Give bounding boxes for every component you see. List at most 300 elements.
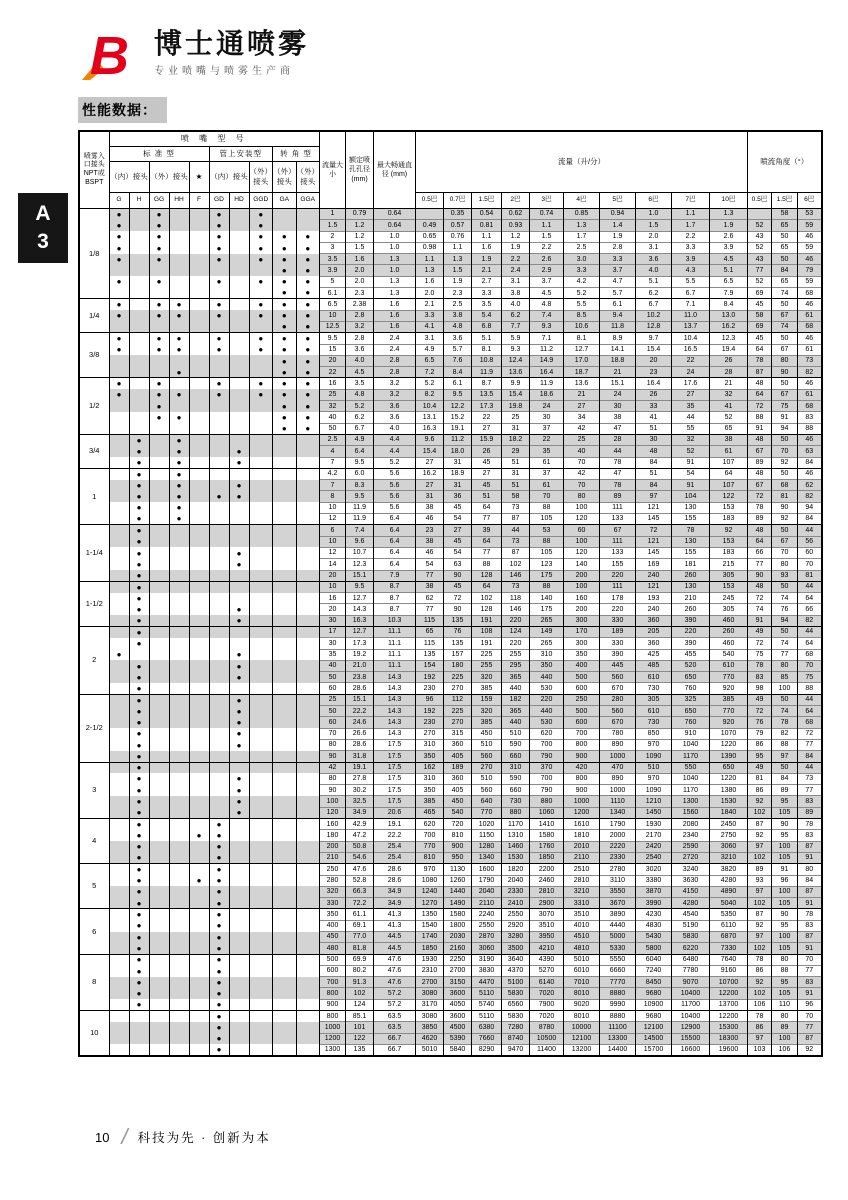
orifice-cell: 80.2 — [346, 965, 374, 976]
dot-cell-gd — [209, 401, 229, 412]
flow-size-cell: 30 — [320, 638, 346, 649]
dot-cell-hd — [229, 841, 249, 852]
angle-value-cell: 50 — [772, 434, 798, 445]
npt-size-cell: 3/4 — [79, 434, 109, 468]
dot-cell-h — [129, 378, 149, 389]
header-model-ggd: GGD — [249, 193, 273, 209]
dot-cell-hd: ● — [229, 706, 249, 717]
table-row — [79, 310, 822, 321]
dot-cell-g — [109, 536, 129, 547]
dot-cell-gga — [296, 886, 320, 897]
dot-cell-gg — [149, 660, 169, 671]
angle-value-cell: 96 — [798, 999, 822, 1010]
flow-value-cell: 20 — [636, 355, 672, 366]
angle-value-cell: 97 — [748, 841, 772, 852]
dot-cell-ga — [273, 1033, 297, 1044]
table-row — [79, 875, 822, 886]
dot-cell-ggd — [249, 491, 273, 502]
flow-value-cell: 3.3 — [600, 254, 636, 265]
angle-value-cell: 82 — [798, 367, 822, 378]
dot-cell-gg — [149, 367, 169, 378]
angle-value-cell: 48 — [748, 581, 772, 592]
dot-cell-hd — [229, 333, 249, 344]
flow-value-cell: 140 — [564, 559, 600, 570]
angle-value-cell: 64 — [798, 593, 822, 604]
flow-value-cell: 64 — [472, 536, 502, 547]
flow-value-cell: 26 — [636, 389, 672, 400]
dot-cell-h — [129, 276, 149, 287]
passage-cell: 0.64 — [374, 209, 416, 220]
flow-value-cell: 78 — [600, 457, 636, 468]
dot-cell-f — [189, 819, 209, 830]
flow-value-cell: 140 — [530, 593, 564, 604]
dot-cell-ggd — [249, 751, 273, 762]
flow-value-cell: 34 — [564, 412, 600, 423]
flow-value-cell: 18.9 — [444, 468, 472, 479]
table-row — [79, 344, 822, 355]
flow-value-cell: 72 — [636, 525, 672, 536]
dot-cell-hh — [169, 932, 189, 943]
dot-cell-h: ● — [129, 547, 149, 558]
flow-value-cell: 620 — [416, 819, 444, 830]
flow-value-cell: 7.1 — [672, 299, 710, 310]
angle-value-cell: 72 — [748, 593, 772, 604]
passage-cell: 11.1 — [374, 626, 416, 637]
flow-value-cell: 1.2 — [502, 231, 530, 242]
flow-size-cell: 2.5 — [320, 434, 346, 445]
angle-value-cell: 86 — [748, 785, 772, 796]
flow-value-cell: 5.5 — [672, 276, 710, 287]
flow-value-cell: 76 — [444, 626, 472, 637]
dot-cell-hd — [229, 852, 249, 863]
dot-cell-ga: ● — [273, 321, 297, 332]
flow-value-cell: 6110 — [710, 920, 748, 931]
flow-value-cell: 1.1 — [672, 209, 710, 220]
dot-cell-ggd — [249, 1033, 273, 1044]
flow-value-cell: 178 — [600, 593, 636, 604]
dot-cell-f — [189, 581, 209, 592]
dot-cell-ggd — [249, 785, 273, 796]
angle-value-cell: 67 — [748, 480, 772, 491]
flow-value-cell: 660 — [502, 751, 530, 762]
dot-cell-ga: ● — [273, 367, 297, 378]
dot-cell-hh — [169, 593, 189, 604]
flow-value-cell: 1150 — [472, 830, 502, 841]
dot-cell-gga: ● — [296, 310, 320, 321]
flow-value-cell: 810 — [416, 852, 444, 863]
angle-value-cell: 83 — [798, 830, 822, 841]
angle-value-cell: 90 — [772, 909, 798, 920]
dot-cell-hd — [229, 525, 249, 536]
flow-value-cell: 1.5 — [444, 265, 472, 276]
dot-cell-gg — [149, 796, 169, 807]
dot-cell-gga: ● — [296, 276, 320, 287]
dot-cell-g: ● — [109, 649, 129, 660]
orifice-cell: 61.1 — [346, 909, 374, 920]
flow-value-cell: 121 — [636, 581, 672, 592]
dot-cell-h: ● — [129, 446, 149, 457]
dot-cell-ggd — [249, 920, 273, 931]
dot-cell-g — [109, 559, 129, 570]
dot-cell-gd — [209, 480, 229, 491]
angle-value-cell: 92 — [748, 796, 772, 807]
dot-cell-h — [129, 389, 149, 400]
flow-value-cell: 760 — [672, 683, 710, 694]
table-row — [79, 468, 822, 479]
table-row — [79, 593, 822, 604]
flow-value-cell: 8.5 — [564, 310, 600, 321]
dot-cell-h — [129, 1022, 149, 1033]
dot-cell-f — [189, 954, 209, 965]
flow-value-cell: 11.2 — [530, 344, 564, 355]
dot-cell-gg — [149, 480, 169, 491]
dot-cell-gg — [149, 977, 169, 988]
dot-cell-gg — [149, 434, 169, 445]
dot-cell-h — [129, 367, 149, 378]
angle-value-cell: 81 — [748, 773, 772, 784]
dot-cell-gga: ● — [296, 288, 320, 299]
orifice-cell: 81.8 — [346, 943, 374, 954]
dot-cell-hd — [229, 412, 249, 423]
flow-value-cell: 10000 — [564, 1022, 600, 1033]
flow-value-cell: 2.2 — [530, 242, 564, 253]
passage-cell: 5.2 — [374, 457, 416, 468]
dot-cell-f — [189, 1044, 209, 1056]
dot-cell-hd — [229, 943, 249, 954]
dot-cell-hd: ● — [229, 694, 249, 705]
angle-value-cell: 70 — [798, 559, 822, 570]
flow-value-cell: 3190 — [472, 954, 502, 965]
flow-value-cell: 350 — [416, 785, 444, 796]
dot-cell-ggd — [249, 875, 273, 886]
flow-value-cell: 3.1 — [416, 333, 444, 344]
flow-value-cell: 77 — [472, 547, 502, 558]
dot-cell-gd: ● — [209, 977, 229, 988]
dot-cell-g — [109, 457, 129, 468]
angle-value-cell: 79 — [798, 265, 822, 276]
angle-value-cell: 100 — [772, 1033, 798, 1044]
passage-cell: 25.4 — [374, 841, 416, 852]
dot-cell-gga: ● — [296, 412, 320, 423]
dot-cell-gga — [296, 852, 320, 863]
passage-cell: 66.7 — [374, 1044, 416, 1056]
flow-value-cell: 305 — [710, 570, 748, 581]
flow-value-cell: 4620 — [416, 1033, 444, 1044]
flow-size-cell: 60 — [320, 683, 346, 694]
dot-cell-gg — [149, 864, 169, 875]
flow-value-cell: 405 — [444, 751, 472, 762]
flow-value-cell: 12.4 — [502, 355, 530, 366]
dot-cell-g — [109, 988, 129, 999]
dot-cell-gg — [149, 920, 169, 931]
dot-cell-hd — [229, 502, 249, 513]
flow-value-cell: 4010 — [564, 920, 600, 931]
flow-value-cell: 1090 — [636, 751, 672, 762]
dot-cell-f — [189, 434, 209, 445]
dot-cell-hh — [169, 954, 189, 965]
dot-cell-gg — [149, 717, 169, 728]
flow-value-cell: 2.6 — [530, 254, 564, 265]
passage-cell: 17.5 — [374, 762, 416, 773]
svg-text:B: B — [90, 28, 129, 84]
flow-value-cell: 60 — [564, 525, 600, 536]
dot-cell-hh — [169, 1022, 189, 1033]
dot-cell-ga — [273, 525, 297, 536]
dot-cell-g — [109, 615, 129, 626]
angle-value-cell: 90 — [772, 502, 798, 513]
header-row-1 — [79, 131, 822, 147]
table-row — [79, 276, 822, 287]
flow-value-cell: 470 — [600, 762, 636, 773]
flow-value-cell: 62 — [416, 593, 444, 604]
angle-value-cell: 66 — [748, 547, 772, 558]
flow-value-cell: 6380 — [472, 1022, 502, 1033]
angle-value-cell: 49 — [748, 762, 772, 773]
flow-value-cell: 32 — [710, 389, 748, 400]
flow-value-cell: 920 — [710, 683, 748, 694]
flow-value-cell: 4280 — [672, 898, 710, 909]
angle-value-cell: 93 — [772, 570, 798, 581]
angle-value-cell: 75 — [798, 672, 822, 683]
flow-value-cell: 13300 — [600, 1033, 636, 1044]
dot-cell-ga — [273, 909, 297, 920]
passage-cell: 28.6 — [374, 875, 416, 886]
angle-value-cell: 72 — [748, 401, 772, 412]
angle-value-cell: 88 — [798, 683, 822, 694]
flow-value-cell: 245 — [710, 593, 748, 604]
flow-value-cell: 1300 — [672, 796, 710, 807]
dot-cell-f — [189, 920, 209, 931]
dot-cell-ggd — [249, 694, 273, 705]
flow-value-cell: 0.85 — [564, 209, 600, 220]
flow-value-cell: 11700 — [672, 999, 710, 1010]
flow-value-cell: 7.1 — [530, 333, 564, 344]
table-row — [79, 886, 822, 897]
table-row — [79, 965, 822, 976]
dot-cell-hh: ● — [169, 514, 189, 525]
flow-value-cell: 5110 — [472, 1011, 502, 1022]
flow-value-cell: 146 — [502, 570, 530, 581]
flow-size-cell: 480 — [320, 943, 346, 954]
dot-cell-f — [189, 254, 209, 265]
flow-value-cell: 6.8 — [472, 321, 502, 332]
flow-size-cell: 20 — [320, 570, 346, 581]
dot-cell-g — [109, 570, 129, 581]
dot-cell-ga — [273, 954, 297, 965]
flow-value-cell: 38 — [416, 581, 444, 592]
flow-value-cell: 11.9 — [530, 378, 564, 389]
flow-size-cell: 90 — [320, 751, 346, 762]
dot-cell-gd — [209, 796, 229, 807]
flow-value-cell: 220 — [600, 604, 636, 615]
dot-cell-gg — [149, 525, 169, 536]
dot-cell-gd: ● — [209, 1044, 229, 1056]
dot-cell-gd: ● — [209, 830, 229, 841]
angle-value-cell: 67 — [772, 389, 798, 400]
header-model-gg: GG — [149, 193, 169, 209]
dot-cell-hd — [229, 514, 249, 525]
flow-value-cell: 450 — [444, 796, 472, 807]
flow-value-cell: 6480 — [672, 954, 710, 965]
passage-cell: 3.6 — [374, 401, 416, 412]
angle-value-cell: 95 — [772, 920, 798, 931]
passage-cell: 17.5 — [374, 796, 416, 807]
flow-value-cell: 405 — [444, 785, 472, 796]
dot-cell-gg — [149, 751, 169, 762]
angle-value-cell: 62 — [798, 480, 822, 491]
passage-cell: 10.3 — [374, 615, 416, 626]
angle-value-cell: 92 — [748, 920, 772, 931]
performance-table — [78, 130, 823, 1057]
flow-value-cell: 5270 — [530, 965, 564, 976]
flow-value-cell: 10900 — [636, 999, 672, 1010]
dot-cell-ggd — [249, 559, 273, 570]
flow-value-cell: 128 — [472, 570, 502, 581]
flow-value-cell: 8880 — [600, 988, 636, 999]
orifice-cell: 122 — [346, 1033, 374, 1044]
flow-value-cell: 3020 — [636, 864, 672, 875]
orifice-cell: 23.8 — [346, 672, 374, 683]
angle-value-cell: 68 — [798, 649, 822, 660]
flow-value-cell: 850 — [636, 728, 672, 739]
dot-cell-ga — [273, 604, 297, 615]
flow-value-cell: 0.57 — [444, 220, 472, 231]
dot-cell-hh — [169, 841, 189, 852]
angle-value-cell: 61 — [798, 310, 822, 321]
dot-cell-gd — [209, 468, 229, 479]
table-row — [79, 920, 822, 931]
brand-header — [80, 28, 309, 84]
flow-value-cell: 58 — [502, 491, 530, 502]
dot-cell-gga — [296, 785, 320, 796]
dot-cell-f — [189, 570, 209, 581]
dot-cell-hh — [169, 909, 189, 920]
flow-value-cell: 7010 — [564, 977, 600, 988]
flow-value-cell: 2510 — [564, 864, 600, 875]
dot-cell-hh: ● — [169, 333, 189, 344]
dot-cell-gg — [149, 321, 169, 332]
dot-cell-f: ● — [189, 875, 209, 886]
dot-cell-hd — [229, 434, 249, 445]
flow-value-cell: 175 — [530, 570, 564, 581]
dot-cell-f — [189, 999, 209, 1010]
flow-value-cell: 70 — [564, 457, 600, 468]
dot-cell-gd — [209, 570, 229, 581]
header-flow-size: 流量大小 — [320, 131, 346, 209]
header-pressure-10巴: 10巴 — [710, 193, 748, 209]
passage-cell: 8.7 — [374, 604, 416, 615]
orifice-cell: 52.8 — [346, 875, 374, 886]
dot-cell-gd: ● — [209, 864, 229, 875]
flow-value-cell: 6.5 — [710, 276, 748, 287]
dot-cell-gd — [209, 502, 229, 513]
flow-value-cell: 0.74 — [530, 209, 564, 220]
table-row — [79, 694, 822, 705]
flow-value-cell: 54 — [444, 514, 472, 525]
angle-value-cell: 77 — [798, 1022, 822, 1033]
dot-cell-ga — [273, 977, 297, 988]
dot-cell-hh — [169, 254, 189, 265]
orifice-cell: 54.6 — [346, 852, 374, 863]
flow-value-cell: 1540 — [416, 920, 444, 931]
flow-value-cell: 96 — [416, 694, 444, 705]
dot-cell-gga — [296, 841, 320, 852]
flow-value-cell: 5.1 — [636, 276, 672, 287]
dot-cell-f — [189, 1033, 209, 1044]
flow-value-cell: 12900 — [672, 1022, 710, 1033]
flow-size-cell: 6.1 — [320, 288, 346, 299]
table-row — [79, 954, 822, 965]
angle-value-cell: 78 — [748, 954, 772, 965]
flow-value-cell: 8880 — [600, 1011, 636, 1022]
dot-cell-ga — [273, 446, 297, 457]
flow-value-cell: 2750 — [710, 830, 748, 841]
flow-value-cell: 3070 — [530, 909, 564, 920]
dot-cell-gd: ● — [209, 988, 229, 999]
flow-size-cell: 800 — [320, 988, 346, 999]
dot-cell-hh — [169, 525, 189, 536]
flow-value-cell: 880 — [502, 807, 530, 818]
flow-value-cell: 3.6 — [636, 254, 672, 265]
dot-cell-f — [189, 604, 209, 615]
flow-value-cell: 5830 — [672, 932, 710, 943]
dot-cell-g — [109, 965, 129, 976]
angle-value-cell: 61 — [798, 344, 822, 355]
orifice-cell: 9.5 — [346, 581, 374, 592]
dot-cell-g — [109, 706, 129, 717]
dot-cell-f — [189, 638, 209, 649]
flow-value-cell: 44 — [600, 446, 636, 457]
angle-value-cell: 83 — [748, 672, 772, 683]
dot-cell-hh — [169, 321, 189, 332]
flow-value-cell: 130 — [672, 536, 710, 547]
dot-cell-gg — [149, 728, 169, 739]
dot-cell-f — [189, 706, 209, 717]
passage-cell: 2.8 — [374, 355, 416, 366]
dot-cell-f — [189, 717, 209, 728]
dot-cell-f — [189, 864, 209, 875]
dot-cell-gg: ● — [149, 209, 169, 220]
dot-cell-gd — [209, 355, 229, 366]
flow-value-cell: 91 — [672, 480, 710, 491]
flow-value-cell: 9.3 — [530, 321, 564, 332]
dot-cell-hd — [229, 593, 249, 604]
passage-cell: 5.6 — [374, 491, 416, 502]
flow-value-cell: 111 — [600, 502, 636, 513]
flow-value-cell: 3.3 — [564, 265, 600, 276]
flow-value-cell: 1110 — [600, 796, 636, 807]
flow-value-cell: 128 — [472, 604, 502, 615]
dot-cell-hd — [229, 830, 249, 841]
flow-value-cell: 11400 — [530, 1044, 564, 1056]
dot-cell-h: ● — [129, 536, 149, 547]
flow-value-cell: 4050 — [444, 999, 472, 1010]
dot-cell-gd — [209, 807, 229, 818]
angle-value-cell: 88 — [772, 739, 798, 750]
side-tab-a3 — [18, 193, 68, 263]
angle-value-cell — [748, 209, 772, 220]
dot-cell-f — [189, 276, 209, 287]
table-row — [79, 491, 822, 502]
flow-value-cell: 1350 — [416, 909, 444, 920]
dot-cell-gga — [296, 1011, 320, 1022]
dot-cell-gd — [209, 514, 229, 525]
npt-size-cell: 10 — [79, 1011, 109, 1057]
flow-value-cell: 9020 — [564, 999, 600, 1010]
dot-cell-h — [129, 333, 149, 344]
flow-value-cell: 2870 — [472, 932, 502, 943]
angle-value-cell: 48 — [748, 525, 772, 536]
